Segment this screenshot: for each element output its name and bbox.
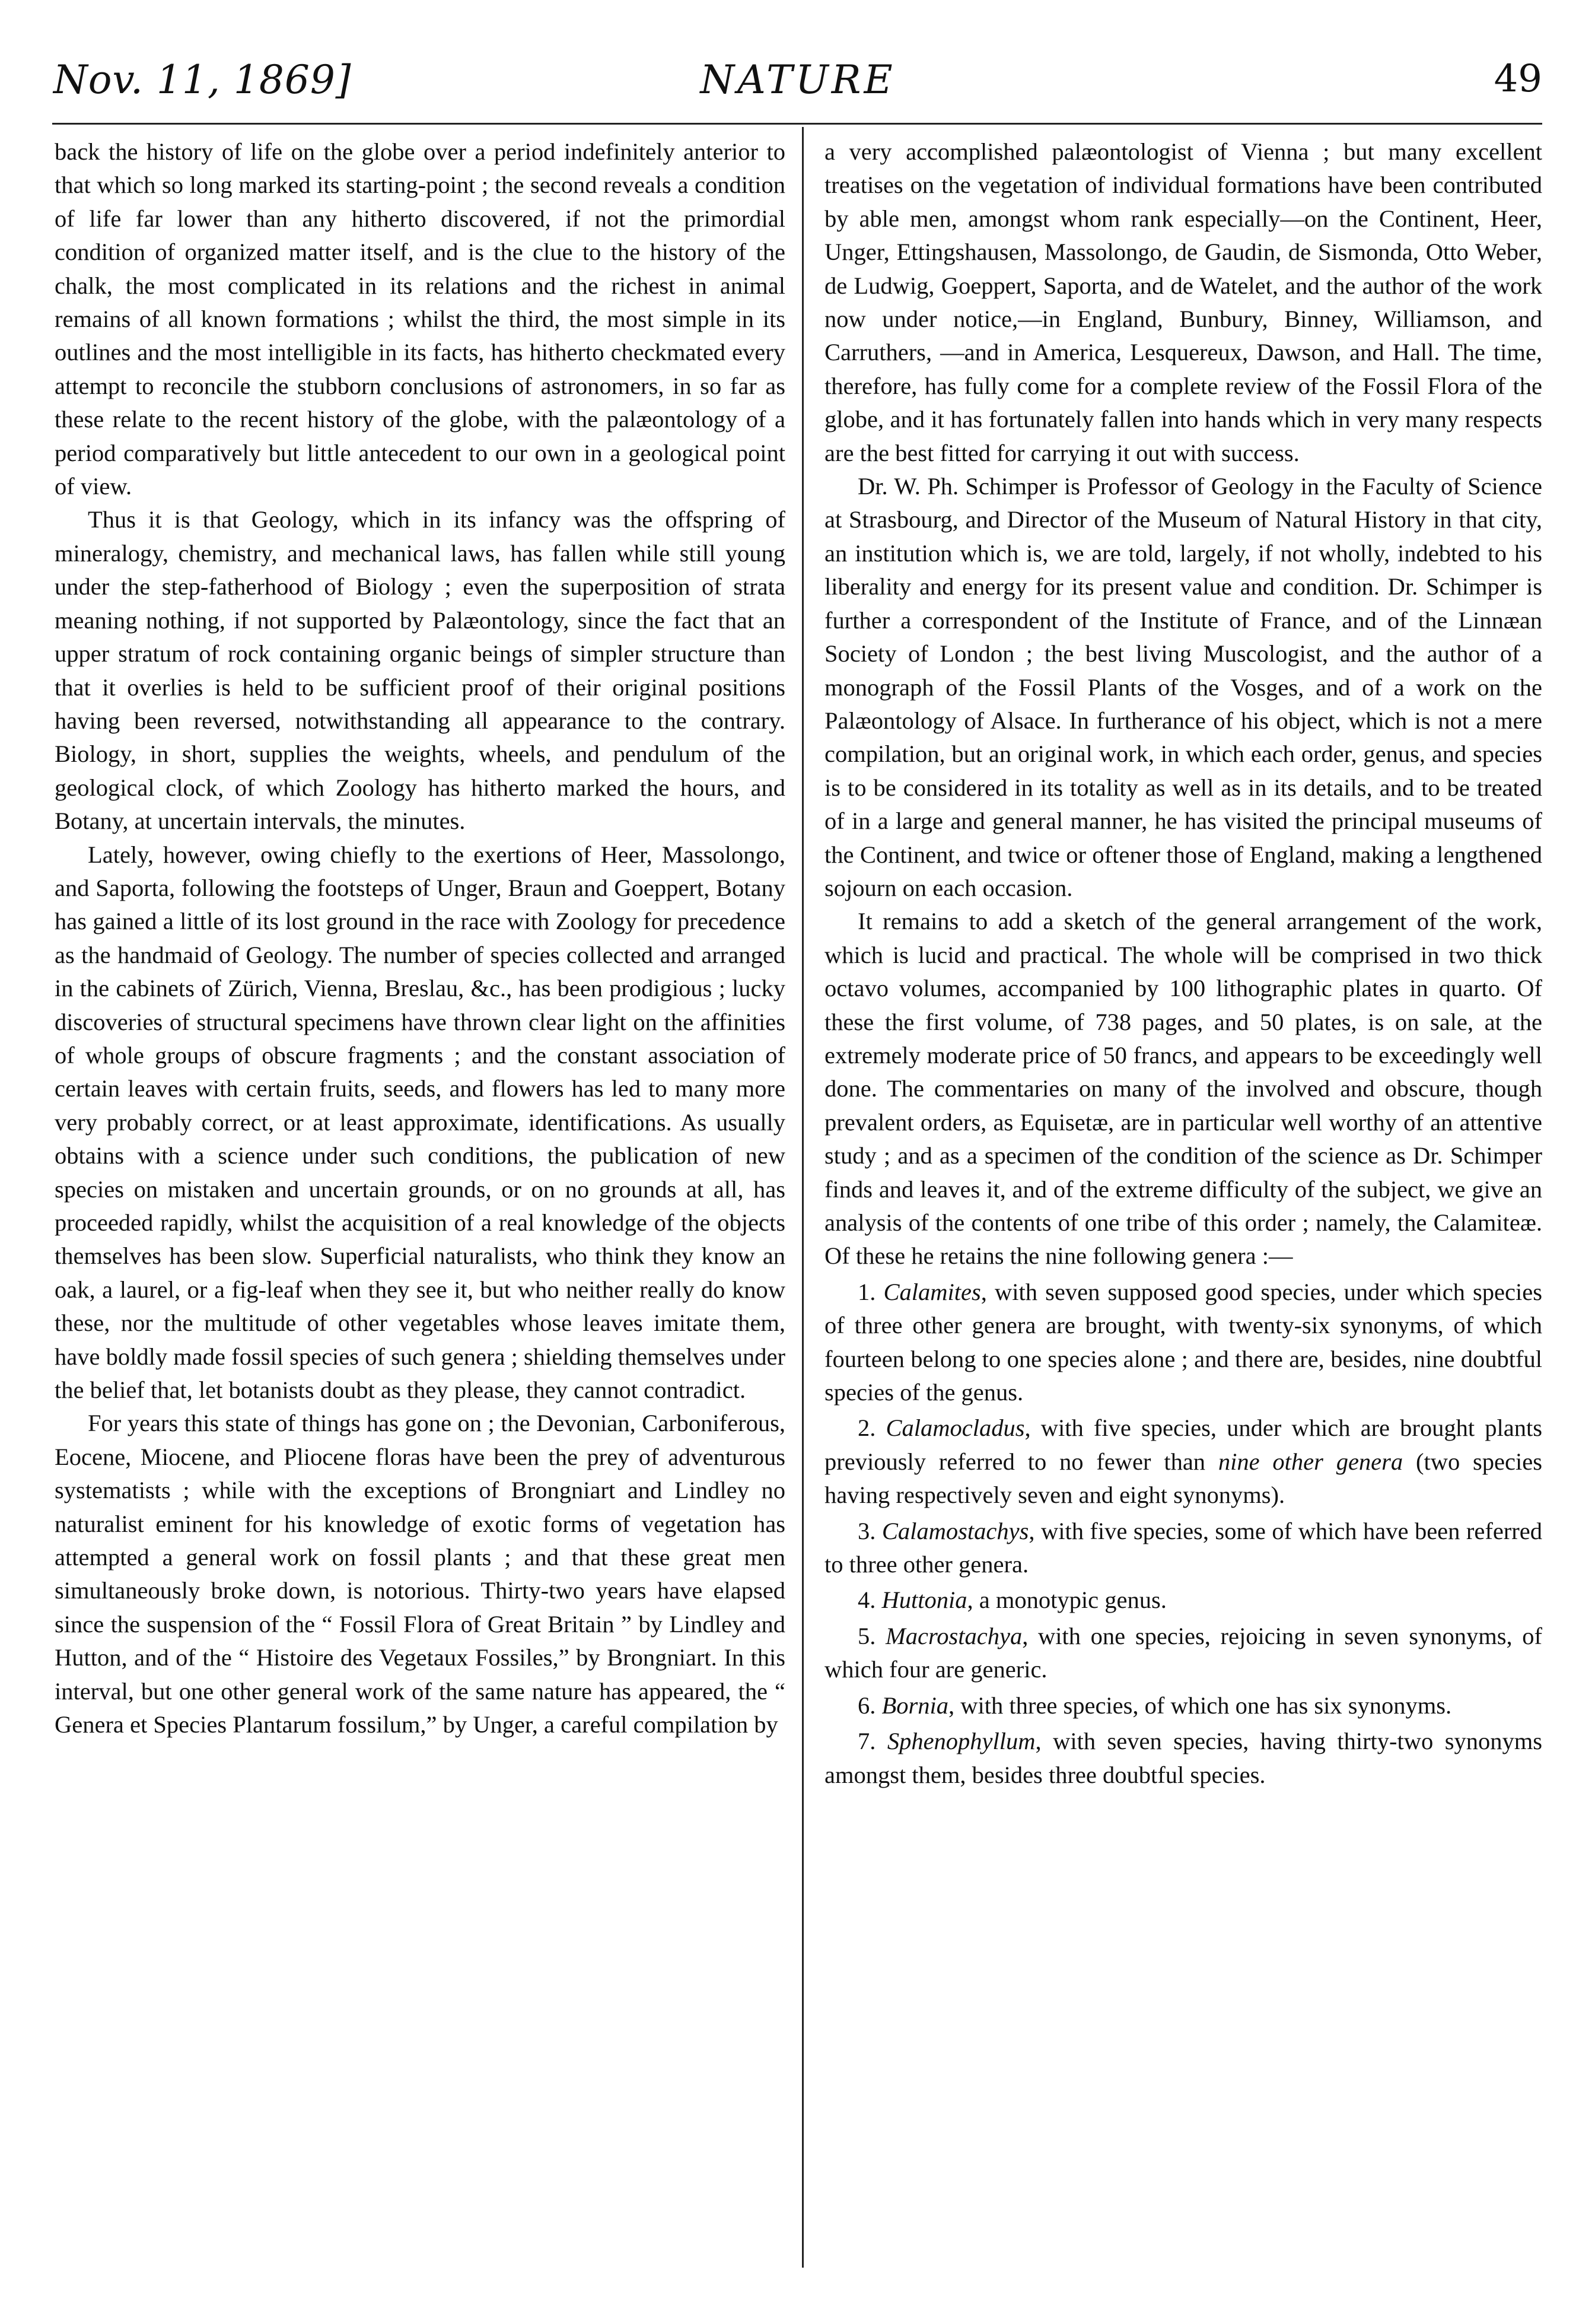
left-column xyxy=(55,135,785,1742)
list-number: 7. xyxy=(858,1728,876,1755)
genus-name: Sphenophyllum xyxy=(887,1728,1036,1755)
list-text: , with one species, rejoicing in seven synonyms, of which four are generic. xyxy=(824,1622,1543,1683)
paragraph: a very accomplished palæontologist of Vienna ; but many excellent treatises on the vegetation of individual formations have been contributed by able men, amongst whom rank especially—on the Continent, Heer, Unger, Ettingshausen, Massolongo, de Gaudin, de Sismonda, Otto Weber, de Ludwig, Goeppert, Saporta, and de Watelet, and the author of the work now under notice,—in England, Bunbury, Binney, Williamson, and Carruthers, —and in America, Lesquereux, Dawson, and Hall. The time, therefore, has fully come for a complete review of the Fossil Flora of the globe, and it has fortunately fallen into hands which in very many respects are the best fitted for carrying it out with success. xyxy=(824,138,1542,466)
genus-list-item xyxy=(824,1276,1542,1410)
genus-list-item xyxy=(824,1515,1542,1582)
genus-name: Calamites xyxy=(883,1278,981,1305)
list-number: 6. xyxy=(858,1692,876,1719)
list-text: , with five species, under which are brought plants previously referred to no fewer than xyxy=(824,1414,1542,1475)
header-rule xyxy=(52,123,1542,125)
list-number: 2. xyxy=(858,1414,876,1442)
page-header xyxy=(53,57,1542,116)
list-text: , with seven supposed good species, under which species of three other genera are brought, with twenty-six synonyms, of which fourteen belong to one species alone ; and there are, besides, nine doubtful species of the genus. xyxy=(824,1278,1543,1406)
genus-name: Huttonia xyxy=(881,1587,967,1614)
list-text: , with five species, some of which have been referred to three other genera. xyxy=(824,1517,1543,1578)
paragraph: For years this state of things has gone on ; the Devonian, Carboniferous, Eocene, Miocene, and Pliocene floras have been the prey of adventurous systematists ; while with the exceptions of Brongniart and Lindley no naturalist eminent for his knowledge of exotic forms of vegetation has attempted a general work on fossil plants ; and that these great men simultaneously broke down, is notorious. Thirty-two years have elapsed since the suspension of the “ Fossil Flora of Great Britain ” by Lindley and Hutton, and of the “ Histoire des Vegetaux Fossiles,” by Brongniart. In this interval, but one other general work of the same nature has appeared, the “ Genera et Species Plantarum fossilum,” by Unger, a careful compilation by xyxy=(55,1410,785,1738)
column-divider xyxy=(802,127,804,2268)
paragraph: Dr. W. Ph. Schimper is Professor of Geology in the Faculty of Science at Strasbourg, and Director of the Museum of Natural History in that city, an institution which is, we are told, largely, if not wholly, indebted to his liberality and energy for its present value and condition. Dr. Schimper is further a correspondent of the Institute of France, and of the Linnæan Society of London ; the best living Muscologist, and the author of a monograph of the Fossil Plants of the Vosges, and of a work on the Palæontology of Alsace. In furtherance of his object, which is not a mere compilation, but an original work, in which each order, genus, and species is to be considered in its totality as well as in its details, and to be treated of in a large and general manner, he has visited the principal museums of the Continent, and twice or oftener those of England, making a lengthened sojourn on each occasion. xyxy=(824,473,1542,901)
genus-name: Calamostachys xyxy=(881,1517,1029,1544)
genus-list-item xyxy=(824,1689,1542,1722)
genus-list-item xyxy=(824,1620,1542,1687)
list-italic-text: nine other genera xyxy=(1218,1448,1403,1475)
paragraph: Lately, however, owing chiefly to the exertions of Heer, Massolongo, and Saporta, following the footsteps of Unger, Braun and Goeppert, Botany has gained a little of its lost ground in the race with Zoology for precedence as the handmaid of Geology. The number of species collected and arranged in the cabinets of Zürich, Vienna, Breslau, &c., has been prodigious ; lucky discoveries of structural specimens have thrown clear light on the affinities of whole groups of obscure fragments ; and the constant association of certain leaves with certain fruits, seeds, and flowers has led to many more very probably correct, or at least approximate, identifications. As usually obtains with a science under such conditions, the publication of new species on mistaken and uncertain grounds, or on no grounds at all, has proceeded rapidly, whilst the acquisition of a real knowledge of the objects themselves has been slow. Superficial naturalists, who think they know an oak, a laurel, or a fig-leaf when they see it, but who neither really do know these, nor the multitude of other vegetables whose leaves imitate them, have boldly made fossil species of such genera ; shielding themselves under the belief that, let botanists doubt as they please, they cannot contradict. xyxy=(55,841,785,1404)
list-text: , with three species, of which one has six synonyms. xyxy=(948,1692,1452,1719)
list-number: 1. xyxy=(858,1278,876,1305)
paragraph: back the history of life on the globe over a period indefinitely anterior to that which so long marked its starting-point ; the second reveals a condition of life far lower than any hitherto discovered, if not the primordial condition of organized matter itself, and is the clue to the history of the chalk, the most complicated in its relations and the richest in animal remains of all known formations ; whilst the third, the most simple in its outlines and the most intelligible in its facts, has hitherto checkmated every attempt to reconcile the stubborn conclusions of astronomers, in so far as these relate to the recent history of the globe, with the palæontology of a period comparatively but little antecedent to our own in a geological point of view. xyxy=(55,138,785,500)
genus-list-item xyxy=(824,1411,1542,1512)
right-column xyxy=(824,135,1542,1792)
genus-list-item xyxy=(824,1725,1542,1792)
list-text: (two species having respectively seven and eight synonyms). xyxy=(824,1448,1542,1509)
paragraph: Thus it is that Geology, which in its infancy was the offspring of mineralogy, chemistry, and mechanical laws, has fallen while still young under the step-fatherhood of Biology ; even the superposition of strata meaning nothing, if not supported by Palæontology, since the fact that an upper stratum of rock containing organic beings of simpler structure than that it overlies is held to be sufficient proof of their original positions having been reversed, notwithstanding all appearance to the contrary. Biology, in short, supplies the weights, wheels, and pendulum of the geological clock, of which Zoology has hitherto marked the hours, and Botany, at uncertain intervals, the minutes. xyxy=(55,506,785,835)
list-number: 3. xyxy=(858,1517,876,1544)
list-text: , a monotypic genus. xyxy=(967,1587,1167,1614)
issue-date: Nov. 11, 1869] xyxy=(53,57,352,103)
list-number: 4. xyxy=(858,1587,876,1614)
page-number: 49 xyxy=(1494,57,1542,101)
genus-list-item xyxy=(824,1584,1542,1617)
list-text: , with seven species, having thirty-two synonyms amongst them, besides three doubtful species. xyxy=(824,1728,1543,1788)
genus-name: Macrostachya xyxy=(886,1622,1023,1649)
list-number: 5. xyxy=(858,1622,876,1649)
paragraph: It remains to add a sketch of the general arrangement of the work, which is lucid and practical. The whole will be comprised in two thick octavo volumes, accompanied by 100 lithographic plates in quarto. Of these the first volume, of 738 pages, and 50 plates, is on sale, at the extremely moderate price of 50 francs, and appears to be exceedingly well done. The commentaries on many of the involved and obscure, though prevalent orders, as Equisetæ, are in particular well worthy of an attentive study ; and as a specimen of the condition of the science as Dr. Schimper finds and leaves it, and of the extreme difficulty of the subject, we give an analysis of the contents of one tribe of this order ; namely, the Calamiteæ. Of these he retains the nine following genera :— xyxy=(824,908,1542,1270)
genus-name: Calamocladus xyxy=(886,1414,1025,1442)
genus-name: Bornia xyxy=(881,1692,949,1719)
journal-title: NATURE xyxy=(700,57,896,103)
